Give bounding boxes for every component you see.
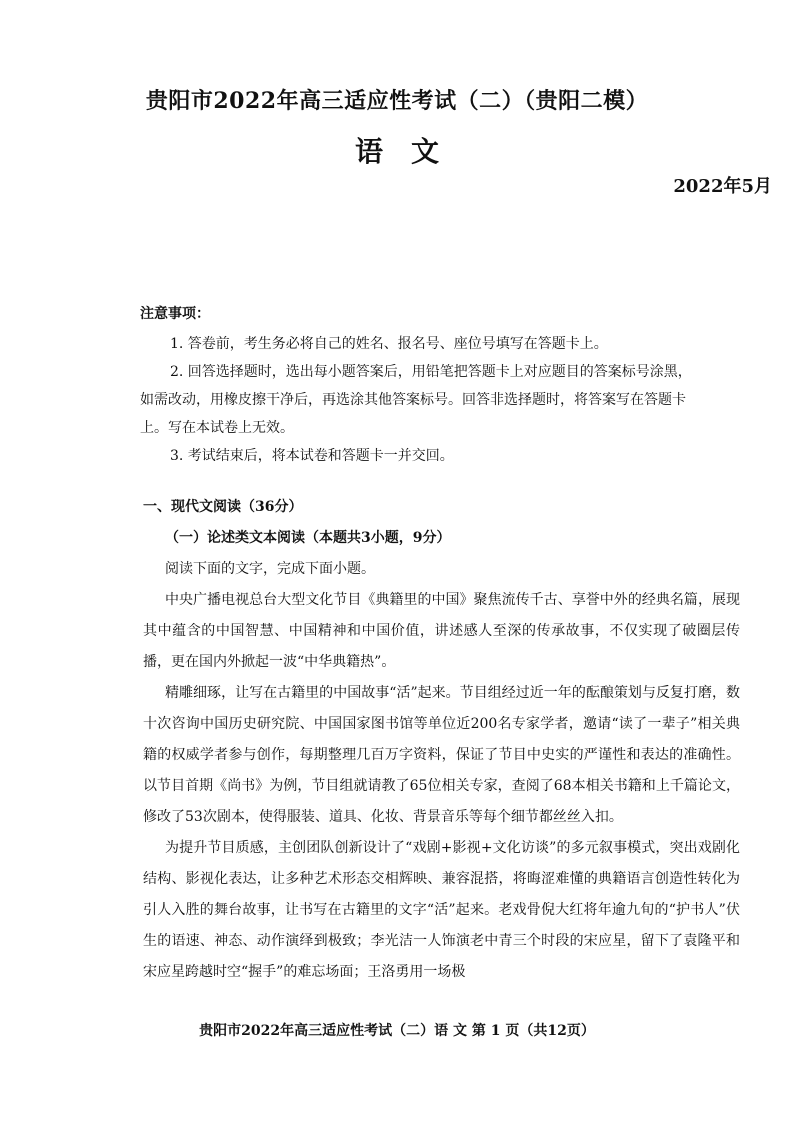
notice-item-2-line-1: 2. 回答选择题时，选出每小题答案后，用铅笔把答题卡上对应题目的答案标号涂黑， — [170, 364, 692, 380]
notice-item-1: 1. 答卷前，考生务必将自己的姓名、报名号、座位号填写在答题卡上。 — [170, 336, 608, 352]
subject-title: 语文 — [354, 135, 467, 168]
passage-paragraph-3: 为提升节目质感，主创团队创新设计了“戏剧+影视+文化访谈”的多元叙事模式，突出戏剧化结构、影视化表达，让多种艺术形态交相辉映、兼容混搭，将晦涩难懂的典籍语言创造性转化为引人入胜的舞台故事，让书写在古籍里的文字“活”起来。老戏骨倪大红将年逾九旬的“护书人”伏生的语速、神态、动作演绎到极致；李光洁一人饰演老中青三个时段的宋应星，留下了袁隆平和宋应星跨越时空“握手”的难忘场面；王洛勇用一场极 — [143, 840, 740, 980]
passage-paragraph-1: 中央广播电视总台大型文化节目《典籍里的中国》聚焦流传千古、享誉中外的经典名篇，展现其中蕴含的中国智慧、中国精神和中国价值，讲述感人至深的传承故事，不仅实现了破圈层传播，更在国内外掀起一波“中华典籍热”。 — [143, 592, 740, 670]
notice-item-2-line-2: 如需改动，用橡皮擦干净后，再选涂其他答案标号。回答非选择题时，将答案写在答题卡 — [140, 392, 686, 408]
part-heading: （一）论述类文本阅读（本题共3小题，9分） — [165, 530, 451, 546]
notice-item-3: 3. 考试结束后，将本试卷和答题卡一并交回。 — [170, 448, 454, 464]
reading-section — [143, 492, 740, 988]
notice-section — [140, 300, 700, 470]
exam-date: 2022年5月 — [673, 176, 772, 197]
notice-item-2-line-3: 上。写在本试卷上无效。 — [140, 420, 294, 436]
page-footer: 贵阳市2022年高三适应性考试（二）语 文 第 1 页（共12页） — [199, 1023, 595, 1039]
exam-title: 贵阳市2022年高三适应性考试（二）（贵阳二模） — [145, 88, 649, 114]
instruction-text: 阅读下面的文字，完成下面小题。 — [165, 561, 375, 577]
passage-paragraph-2: 精雕细琢，让写在古籍里的中国故事“活”起来。节目组经过近一年的酝酿策划与反复打磨，数十次咨询中国历史研究院、中国国家图书馆等单位近200名专家学者，邀请“读了一辈子”相关典籍的权威学者参与创作，每期整理几百万字资料，保证了节目中史实的严谨性和表达的准确性。以节目首期《尚书》为例，节目组就请教了65位相关专家，查阅了68本相关书籍和上千篇论文，修改了53次剧本，使得服装、道具、化妆、背景音乐等每个细节都丝丝入扣。 — [143, 685, 740, 825]
section-heading: 一、现代文阅读（36分） — [143, 499, 303, 515]
notice-heading: 注意事项： — [140, 306, 210, 322]
